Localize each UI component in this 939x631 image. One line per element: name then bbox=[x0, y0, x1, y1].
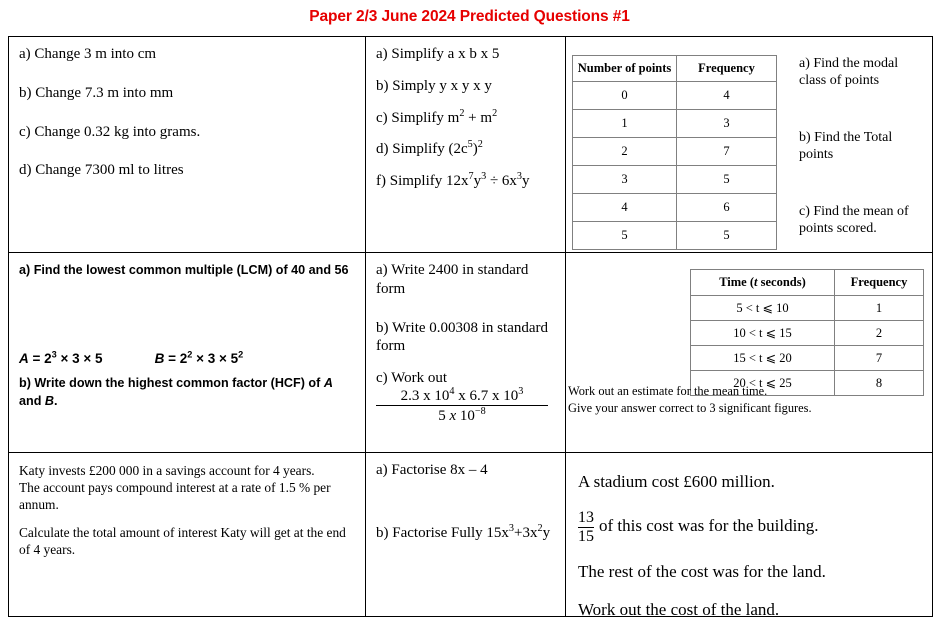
question-grid bbox=[8, 36, 933, 617]
points-questions bbox=[791, 37, 932, 253]
column-header-time: Time (t seconds) bbox=[691, 270, 835, 296]
cell-points-frequency bbox=[566, 37, 932, 253]
cell-unit-conversions bbox=[9, 37, 366, 253]
table-row bbox=[691, 346, 924, 371]
fraction-numerator: 2.3 x $10^4$ x 6.7 x $10^3$ bbox=[400, 385, 524, 404]
cell-frequency: 7 bbox=[835, 346, 924, 371]
points-q-a: a) Find the modal class of points bbox=[799, 56, 899, 89]
points-q-b: b) Find the Total points bbox=[799, 130, 893, 163]
spacer bbox=[376, 356, 555, 369]
unit-q-a: a) Change 3 m into cm bbox=[19, 46, 157, 62]
cell-interval: 20 < t ⩽ 25 bbox=[691, 371, 835, 396]
spacer bbox=[19, 141, 355, 161]
table-row bbox=[573, 222, 777, 250]
time-frequency-table bbox=[690, 269, 924, 396]
sf-q-c: c) Work out bbox=[376, 370, 448, 386]
points-q-c: c) Find the mean of points scored. bbox=[799, 204, 909, 237]
spacer bbox=[376, 159, 555, 172]
table-row bbox=[573, 110, 777, 138]
spacer bbox=[376, 299, 555, 319]
stadium-fraction-line bbox=[578, 509, 932, 545]
ci-line-2: The account pays compound interest at a rate of 1.5 % per annum. bbox=[19, 479, 331, 512]
cell-factorise bbox=[366, 453, 566, 616]
cell-frequency: 6 bbox=[677, 194, 777, 222]
cell-interval: 5 < t ⩽ 10 bbox=[691, 296, 835, 321]
cell-frequency: 7 bbox=[677, 138, 777, 166]
variable-A: A bbox=[19, 351, 29, 367]
fraction-denominator: 5 x $10^{-8}$ bbox=[376, 405, 548, 425]
fraction-numerator: 13 bbox=[578, 509, 594, 527]
cell-points: 5 bbox=[573, 222, 677, 250]
sf-q-b: b) Write 0.00308 in standard form bbox=[376, 319, 549, 355]
cell-simplify bbox=[366, 37, 566, 253]
mean-note-line1: Work out an estimate for the mean time. bbox=[568, 384, 768, 398]
column-header-frequency: Frequency bbox=[677, 56, 777, 82]
prime-factorisations: $A = 2^3 \times 3 \times 5$ $B = 2^2 \times 3 \times 5^2$ bbox=[19, 349, 244, 367]
spacer bbox=[19, 513, 355, 525]
standard-form-content bbox=[366, 253, 565, 430]
exponent: 3 bbox=[516, 171, 523, 182]
simplify-q-c: c) Simplify $m^2 + m^2$ bbox=[376, 107, 498, 126]
sf-q-a: a) Write 2400 in standard form bbox=[376, 262, 529, 297]
table-row bbox=[573, 166, 777, 194]
exponent: 2 bbox=[459, 107, 465, 119]
cell-lcm-hcf bbox=[9, 253, 366, 453]
simplify-content bbox=[366, 37, 565, 197]
stadium-line-3: The rest of the cost was for the land. bbox=[578, 562, 826, 582]
column-header-points: Number of points bbox=[573, 56, 677, 82]
lcm-q-b: b) Write down the highest common factor (HCF) of A and B. bbox=[19, 375, 333, 409]
variable-B: B bbox=[154, 351, 165, 367]
points-table-wrapper bbox=[566, 37, 791, 253]
stadium-content bbox=[566, 453, 932, 616]
cell-frequency: 4 bbox=[677, 82, 777, 110]
spacer bbox=[376, 64, 555, 77]
mean-note-line2: Give your answer correct to 3 significant figures. bbox=[568, 400, 812, 415]
exponent: 2 bbox=[187, 349, 193, 360]
cell-time-frequency bbox=[566, 253, 932, 453]
exponent: 3 bbox=[518, 385, 524, 397]
points-frequency-table bbox=[572, 55, 777, 250]
variable-B: B bbox=[44, 394, 54, 409]
table-row bbox=[573, 82, 777, 110]
cell-points: 2 bbox=[573, 138, 677, 166]
compound-interest-content bbox=[9, 453, 365, 565]
unit-conversions-content bbox=[9, 37, 365, 186]
spacer bbox=[19, 279, 355, 349]
cell-stadium-cost bbox=[566, 453, 932, 616]
unit-q-d: d) Change 7300 ml to litres bbox=[19, 162, 184, 179]
exponent: 3 bbox=[508, 522, 514, 534]
variable-t: t bbox=[754, 275, 758, 289]
stadium-line-1: A stadium cost £600 million. bbox=[578, 472, 775, 491]
cell-frequency: 3 bbox=[677, 110, 777, 138]
cell-standard-form bbox=[366, 253, 566, 453]
ci-line-3: Calculate the total amount of interest Katy will get at the end of 4 years. bbox=[19, 525, 346, 557]
factorise-content bbox=[366, 453, 565, 549]
stadium-line-2: of this cost was for the building. bbox=[599, 516, 819, 536]
points-layout bbox=[566, 37, 932, 253]
simplify-q-d: d) Simplify $(2c^5)^2$ bbox=[376, 139, 483, 158]
standard-form-fraction bbox=[376, 385, 548, 425]
spacer bbox=[19, 64, 355, 84]
exponent: 2 bbox=[537, 522, 543, 534]
table-row bbox=[691, 321, 924, 346]
exponent: 4 bbox=[449, 385, 455, 397]
table-row bbox=[573, 194, 777, 222]
column-header-frequency: Frequency bbox=[835, 270, 924, 296]
mean-time-instructions bbox=[568, 383, 812, 416]
factorise-q-b: b) Factorise Fully $15x^3+3x^2y$ bbox=[376, 522, 551, 541]
exponent: 2 bbox=[477, 139, 483, 151]
lcm-hcf-content bbox=[9, 253, 365, 416]
cell-compound-interest bbox=[9, 453, 366, 616]
cell-frequency: 5 bbox=[677, 166, 777, 194]
stadium-fraction bbox=[578, 509, 594, 545]
spacer bbox=[19, 103, 355, 123]
cell-points: 3 bbox=[573, 166, 677, 194]
stadium-line-4: Work out the cost of the land. bbox=[578, 600, 780, 616]
exponent: 7 bbox=[468, 171, 474, 182]
exponent: 2 bbox=[492, 107, 498, 119]
unit-q-c: c) Change 0.32 kg into grams. bbox=[19, 123, 201, 140]
cell-interval: 10 < t ⩽ 15 bbox=[691, 321, 835, 346]
table-header-row bbox=[573, 56, 777, 82]
exponent: 3 bbox=[481, 171, 487, 182]
ci-line-1: Katy invests £200 000 in a savings account for 4 years. bbox=[19, 463, 315, 478]
page-title: Paper 2/3 June 2024 Predicted Questions #1 bbox=[309, 8, 630, 25]
exponent: −8 bbox=[474, 405, 486, 417]
exponent: 5 bbox=[467, 139, 473, 151]
spacer bbox=[376, 96, 555, 109]
simplify-q-f: f) Simplify $12x^7y^3 \div 6x^3y$ bbox=[376, 171, 530, 189]
variable-A: A bbox=[323, 375, 333, 390]
cell-points: 0 bbox=[573, 82, 677, 110]
cell-points: 4 bbox=[573, 194, 677, 222]
fraction-denominator: 15 bbox=[578, 527, 594, 545]
table-header-row bbox=[691, 270, 924, 296]
spacer bbox=[376, 480, 555, 524]
simplify-q-a: a) Simplify a x b x 5 bbox=[376, 46, 500, 62]
unit-q-b: b) Change 7.3 m into mm bbox=[19, 84, 174, 101]
lcm-q-a: a) Find the lowest common multiple (LCM) of 40 and 56 bbox=[19, 263, 349, 277]
factorise-q-a: a) Factorise 8x – 4 bbox=[376, 462, 488, 478]
table-row bbox=[573, 138, 777, 166]
cell-interval: 15 < t ⩽ 20 bbox=[691, 346, 835, 371]
spacer bbox=[376, 127, 555, 140]
cell-frequency: 2 bbox=[835, 321, 924, 346]
exponent: 3 bbox=[51, 349, 57, 360]
table-row bbox=[691, 296, 924, 321]
cell-frequency: 8 bbox=[835, 371, 924, 396]
cell-frequency: 5 bbox=[677, 222, 777, 250]
exponent: 2 bbox=[238, 349, 244, 360]
simplify-q-b: b) Simply y x y x y bbox=[376, 77, 492, 94]
cell-points: 1 bbox=[573, 110, 677, 138]
cell-frequency: 1 bbox=[835, 296, 924, 321]
